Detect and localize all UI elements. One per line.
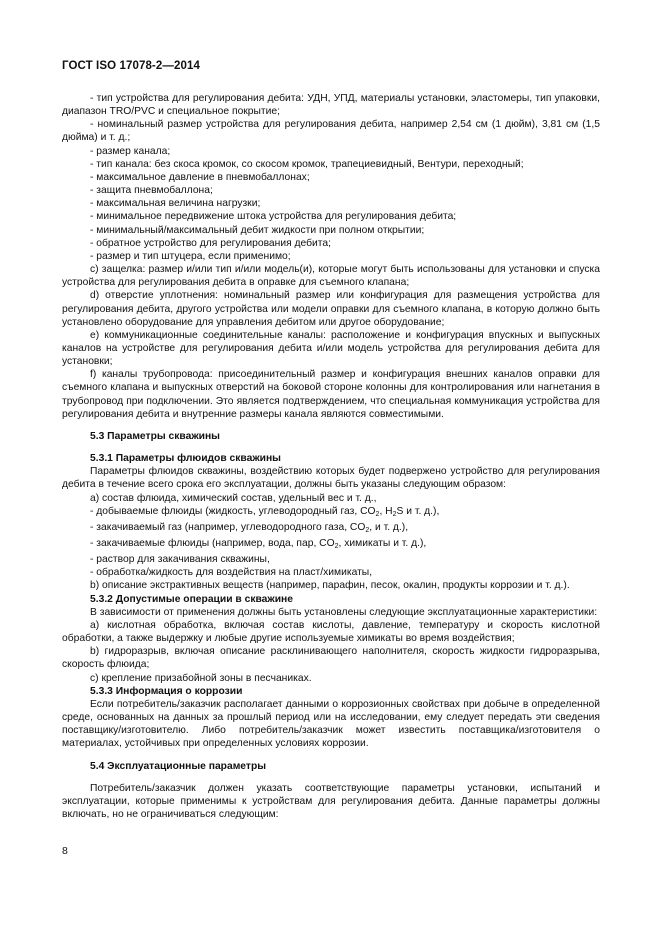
paragraph: Если потребитель/заказчик располагает данными о коррозионных свойствах при добыче в определенной среде, основанных на данных за прошлый период или на исследовании, ему следует передать эти сведения поставщику/изготовителю. Либо потребитель/заказчик может известить поставщика/изготовителя о материалах, устойчивых при определенных условиях коррозии. [62,698,600,750]
list-item: - добываемые флюиды (жидкость, углеводородный газ, CO2, H2S и т. д.), [90,505,440,518]
list-item: - максимальное давление в пневмобаллонах; [90,171,310,183]
list-item: - раствор для закачивания скважины, [90,554,270,566]
list-item: - номинальный размер устройства для регулирования дебита, например 2,54 см (1 дюйм), 3,81 см (1,5 дюйма) и т. д.; [62,119,600,144]
list-item: - закачиваемые флюиды (например, вода, пар, CO2, химикаты и т. д.), [90,538,427,550]
list-item: - закачиваемый газ (например, углеводородного газа, CO2, и т. д.), [90,521,409,534]
list-item: - обратное устройство для регулирования дебита; [90,237,331,249]
list-item: - тип канала: без скоса кромок, со скосом кромок, трапециевидный, Вентури, переходный; [90,158,524,170]
paragraph: Потребитель/заказчик должен указать соответствующие параметры установки, испытаний и эксплуатации, которые применимы к устройствам для регулирования дебита. Данные параметры должны включать, но не ограничиваться следующим: [62,782,600,820]
list-item: - максимальная величина нагрузки; [90,198,261,210]
paragraph: Параметры флюидов скважины, воздействию которых будет подвержено устройство для регулирования дебита в течение всего срока его эксплуатации, должны быть указаны следующим образом: [62,466,600,491]
document-body [62,92,600,821]
section-heading-5-4: 5.4 Эксплуатационные параметры [90,760,267,772]
list-item: - размер и тип штуцера, если применимо; [90,250,291,262]
list-item-d: d) отверстие уплотнения: номинальный размер или конфигурация для размещения устройства для регулирования дебита, другого устройства или модели оправки для съемного клапана, в которую должно быть установлено оборудование для управления дебитом или другое оборудование; [62,290,600,328]
section-heading-5-3-2: 5.3.2 Допустимые операции в скважине [90,593,293,605]
list-item: - обработка/жидкость для воздействия на пласт/химикаты, [90,567,373,579]
list-item: - минимальный/максимальный дебит жидкости при полном открытии; [90,224,425,236]
list-item: c) крепление призабойной зоны в песчаниках. [90,672,312,684]
page-number: 8 [62,845,68,857]
list-item: - тип устройства для регулирования дебита: УДН, УПД, материалы установки, эластомеры, тип упаковки, диапазон TRO/PVC и специальное покрытие; [62,93,600,118]
list-item: a) кислотная обработка, включая состав кислоты, давление, температуру и скорость кислотной обработки, а также выдержку и любые другие используемые химикаты во время воздействия; [62,619,600,645]
list-item: a) состав флюида, химический состав, удельный вес и т. д., [90,492,377,504]
list-item: - минимальное передвижение штока устройства для регулирования дебита; [90,211,457,223]
list-item: b) описание экстрактивных веществ (например, парафин, песок, окалин, продукты коррозии и т. д.). [90,580,570,592]
list-item-e: e) коммуникационные соединительные каналы: расположение и конфигурация впускных и выпускных каналов на устройстве для регулирования дебита и/или модель устройства для регулирования дебита для установки; [62,329,600,368]
section-heading-5-3-1: 5.3.1 Параметры флюидов скважины [90,453,281,465]
section-heading-5-3: 5.3 Параметры скважины [90,430,220,442]
list-item: b) гидроразрыв, включая описание расклинивающего наполнителя, скорость жидкости гидроразрыва, скорость флюида; [62,646,600,671]
list-item-f: f) каналы трубопровода: присоединительный размер и конфигурация внешних каналов оправки для съемного клапана и выпускных отверстий на боковой стороне колонны для контролирования или нагнетания в трубопровод при подключении. Это является подтверждением, что специальная коммуникация устройства для регулирования дебита и внутренние размеры канала являются совместимыми. [62,369,600,420]
list-item: - защита пневмобаллона; [90,185,213,197]
page-header: ГОСТ ISO 17078-2—2014 [62,60,200,72]
list-item: - размер канала; [90,145,171,157]
list-item-c: c) защелка: размер и/или тип и/или модель(и), которые могут быть использованы для установки и спуска устройства для регулирования дебита в оправке для съемного клапана; [62,264,600,289]
section-heading-5-3-3: 5.3.3 Информация о коррозии [90,685,243,697]
paragraph: В зависимости от применения должны быть установлены следующие эксплуатационные характеристики: [90,606,598,618]
